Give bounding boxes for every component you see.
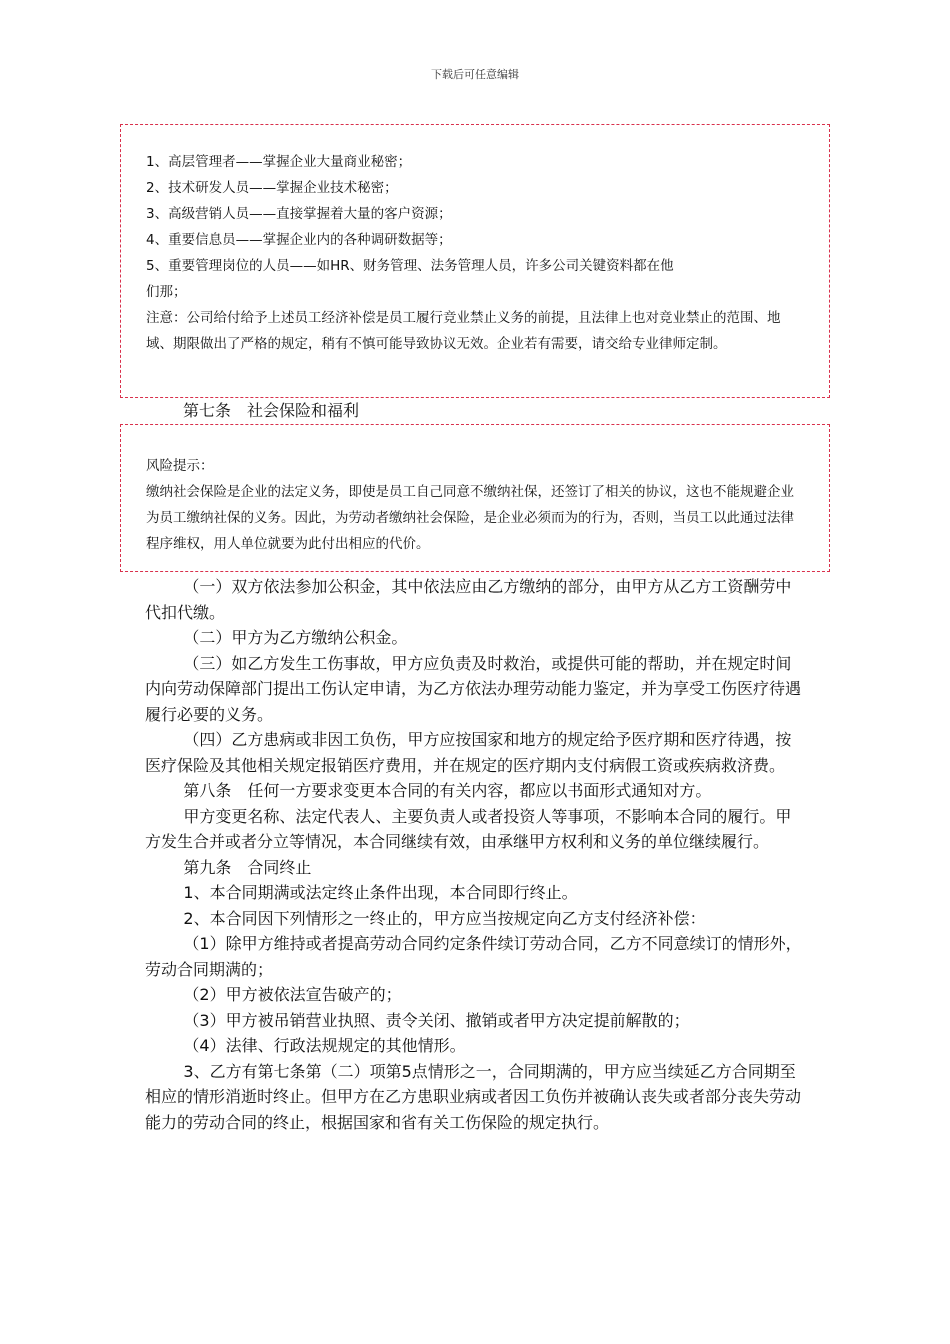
paragraph-3: （三）如乙方发生工伤事故，甲方应负责及时救治，或提供可能的帮助，并在规定时间内向劳动保障部门提出工伤认定申请，为乙方依法办理劳动能力鉴定，并为享受工伤医疗待遇履行必要的义务。 [145,653,802,724]
paragraph-11: （2）甲方被依法宣告破产的； [183,985,402,1004]
risk-notice-heading: 风险提示： [146,458,214,474]
article-7-title: 第七条 社会保险和福利 [183,401,360,420]
contract-body [145,574,805,1135]
paragraph-4: （四）乙方患病或非因工负伤，甲方应按国家和地方的规定给予医疗期和医疗待遇，按医疗保险及其他相关规定报销医疗费用，并在规定的医疗期内支付病假工资或疾病救济费。 [145,730,792,775]
box1-line-3: 3、高级营销人员——直接掌握着大量的客户资源； [146,206,452,222]
box1-line-5: 5、重要管理岗位的人员——如HR、财务管理、法务管理人员，许多公司关键资料都在他 [146,258,674,274]
paragraph-10: （1）除甲方维持或者提高劳动合同约定条件续订劳动合同，乙方不同意续订的情形外，劳动合同期满的； [145,934,802,979]
box1-note: 注意：公司给付给予上述员工经济补偿是员工履行竞业禁止义务的前提，且法律上也对竞业禁止的范围、地域、期限做出了严格的规定，稍有不慎可能导致协议无效。企业若有需要，请交给专业律师定制。 [146,310,781,352]
paragraph-6: 甲方变更名称、法定代表人、主要负责人或者投资人等事项，不影响本合同的履行。甲方发生合并或者分立等情况，本合同继续有效，由承继甲方权利和义务的单位继续履行。 [145,806,792,851]
paragraph-12: （3）甲方被吊销营业执照、责令关闭、撤销或者甲方决定提前解散的； [183,1010,690,1030]
paragraph-8: 1、本合同期满或法定终止条件出现，本合同即行终止。 [183,883,578,902]
box1-line-1: 1、高层管理者——掌握企业大量商业秘密； [146,154,412,170]
article-8: 第八条 任何一方要求变更本合同的有关内容，都应以书面形式通知对方。 [183,781,712,800]
paragraph-14: 3、乙方有第七条第（二）项第5点情形之一，合同期满的，甲方应当续延乙方合同期至相应的情形消逝时终止。但甲方在乙方患职业病或者因工负伤并被确认丧失或者部分丧失劳动能力的劳动合同的终止，根据国家和省有关工伤保险的规定执行。 [145,1061,802,1132]
risk-notice-box [120,424,830,572]
box1-line-6: 们那； [146,284,187,300]
risk-notice-text: 缴纳社会保险是企业的法定义务，即使是员工自己同意不缴纳社保，还签订了相关的协议，这也不能规避企业为员工缴纳社保的义务。因此，为劳动者缴纳社会保险，是企业必须而为的行为，否则，当员工以此通过法律程序维权，用人单位就要为此付出相应的代价。 [146,484,794,552]
article-9-title: 第九条 合同终止 [183,857,312,877]
box1-line-4: 4、重要信息员——掌握企业内的各种调研数据等； [146,232,452,248]
paragraph-9: 2、本合同因下列情形之一终止的，甲方应当按规定向乙方支付经济补偿： [183,908,706,928]
non-compete-notice-box [120,124,830,398]
box1-line-2: 2、技术研发人员——掌握企业技术秘密； [146,180,398,196]
page-header: 下载后可任意编辑 [431,68,519,81]
paragraph-13: （4）法律、行政法规规定的其他情形。 [183,1036,466,1055]
paragraph-1: （一）双方依法参加公积金，其中依法应由乙方缴纳的部分，由甲方从乙方工资酬劳中代扣代缴。 [145,577,792,622]
paragraph-2: （二）甲方为乙方缴纳公积金。 [183,628,408,647]
